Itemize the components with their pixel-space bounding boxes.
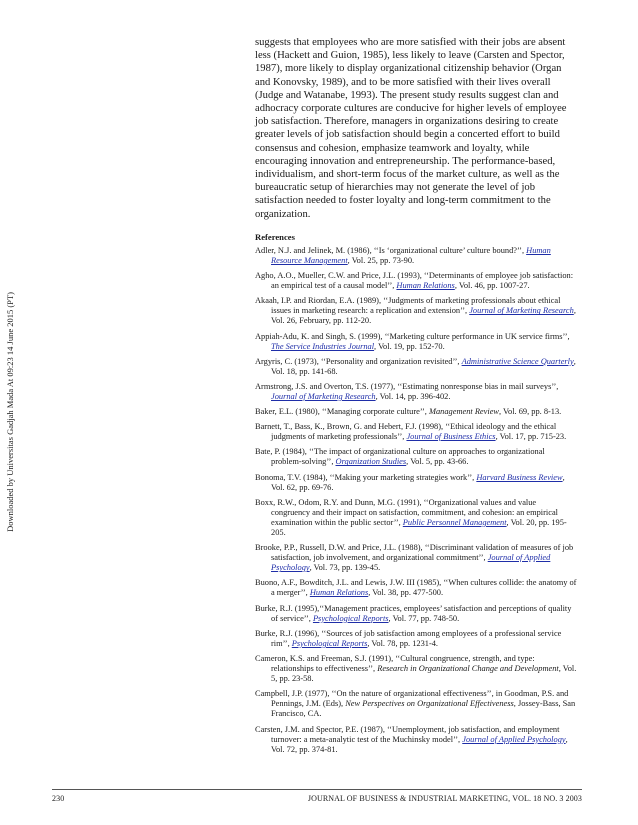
reference-text: Bate, P. (1984), ‘‘The impact of organizational culture on approaches to organizational problem-solving’’,: [255, 447, 545, 467]
reference-details: , Vol. 20, pp. 195-205.: [271, 517, 567, 537]
reference-details: , Vol. 25, pp. 73-90.: [347, 255, 415, 265]
reference-entry: [255, 654, 577, 684]
reference-entry: [255, 725, 577, 755]
reference-text: Carsten, J.M. and Spector, P.E. (1987), ‘‘Unemployment, job satisfaction, and employment turnover: a meta-analytic test of the Muchinsky model’’,: [255, 724, 560, 744]
reference-text: Campbell, J.P. (1977), ‘‘On the nature of organizational effectiveness’’, in Goodman, P.S. and Pennings, J.M. (Eds),: [255, 689, 569, 709]
reference-journal-link[interactable]: Journal of Business Ethics: [406, 432, 496, 442]
reference-source-title: New Perspectives on Organizational Effectiveness: [345, 699, 514, 709]
download-watermark: [2, 262, 18, 562]
reference-details: , Vol. 72, pp. 374-81.: [271, 734, 568, 754]
reference-text: Buono, A.F., Bowditch, J.L. and Lewis, J.W. III (1985), ‘‘When cultures collide: the anatomy of a merger’’,: [255, 578, 577, 598]
reference-details: , Vol. 38, pp. 477-500.: [368, 588, 444, 598]
reference-entry: [255, 473, 577, 493]
reference-text: Appiah-Adu, K. and Singh, S. (1999), ‘‘Marketing culture performance in UK service firms’’,: [255, 331, 570, 341]
reference-details: , Vol. 19, pp. 152-70.: [374, 341, 445, 351]
reference-details: , Vol. 73, pp. 139-45.: [309, 563, 381, 573]
reference-entry: [255, 332, 577, 352]
reference-details: , Vol. 78, pp. 1231-4.: [367, 638, 439, 648]
reference-entry: [255, 543, 577, 573]
reference-text: Boxx, R.W., Odom, R.Y. and Dunn, M.G. (1991), ‘‘Organizational values and value congruency and their impact on satisfaction, commitment, and cohesion: an empirical examination within the public sector’’,: [255, 497, 558, 527]
reference-journal-link[interactable]: Journal of Marketing Research: [271, 391, 376, 401]
reference-journal-link[interactable]: Harvard Business Review: [476, 472, 563, 482]
footer-rule: [52, 789, 582, 790]
reference-text: Burke, R.J. (1996), ‘‘Sources of job satisfaction among employees of a professional service rim’’,: [255, 628, 562, 648]
reference-details: , Vol. 5, pp. 43-66.: [406, 457, 469, 467]
journal-footer: JOURNAL OF BUSINESS & INDUSTRIAL MARKETING, VOL. 18 NO. 3 2003: [307, 794, 582, 803]
reference-details: , Jossey-Bass, San Francisco, CA.: [271, 699, 576, 719]
reference-journal-link[interactable]: Organization Studies: [335, 457, 407, 467]
reference-journal-link[interactable]: Journal of Applied Psychology: [462, 734, 566, 744]
reference-text: Armstrong, J.S. and Overton, T.S. (1977), ‘‘Estimating nonresponse bias in mail surveys’’,: [255, 381, 559, 391]
reference-journal-link[interactable]: Administrative Science Quarterly: [461, 356, 574, 366]
reference-text: Baker, E.L. (1980), ‘‘Managing corporate culture’’,: [255, 407, 429, 417]
reference-text: Agho, A.O., Mueller, C.W. and Price, J.L. (1993), ‘‘Determinants of employee job satisfaction: an empirical test of a causal model’’,: [255, 271, 574, 291]
reference-entry: [255, 422, 577, 442]
reference-journal-link[interactable]: Public Personnel Management: [402, 517, 507, 527]
reference-details: , Vol. 69, pp. 8-13.: [499, 407, 562, 417]
references-heading: References: [255, 231, 295, 242]
reference-entry: [255, 407, 577, 417]
reference-entry: [255, 629, 577, 649]
reference-entry: [255, 382, 577, 402]
reference-journal-link[interactable]: Journal of Applied Psychology: [271, 553, 551, 573]
reference-journal-link[interactable]: Journal of Marketing Research: [469, 306, 574, 316]
reference-text: Cameron, K.S. and Freeman, S.J. (1991), ‘‘Cultural congruence, strength, and type: relationships to effectiveness’’,: [255, 653, 535, 674]
reference-details: , Vol. 46, pp. 1007-27.: [454, 281, 530, 291]
reference-entry: [255, 578, 577, 598]
reference-text: Bonoma, T.V. (1984), ‘‘Making your marketing strategies work’’,: [255, 472, 477, 482]
reference-journal-link[interactable]: Human Relations: [396, 281, 455, 291]
reference-entry: [255, 447, 577, 467]
download-watermark-text: Downloaded by Universitas Gadjah Mada At 09:23 14 June 2015 (PT): [5, 292, 16, 532]
reference-text: Argyris, C. (1973), ‘‘Personality and organization revisited’’,: [255, 356, 462, 366]
reference-entry: [255, 604, 577, 624]
reference-text: Brooke, P.P., Russell, D.W. and Price, J.L. (1988), ‘‘Discriminant validation of measures of job satisfaction, job involvement, and organizational commitment’’,: [255, 543, 574, 563]
reference-entry: [255, 271, 577, 291]
reference-entry: [255, 498, 577, 538]
reference-entry: [255, 296, 577, 326]
reference-details: , Vol. 26, February, pp. 112-20.: [271, 306, 576, 326]
reference-details: , Vol. 77, pp. 748-50.: [388, 613, 460, 623]
reference-list: [255, 246, 577, 755]
reference-text: Adler, N.J. and Jelinek, M. (1986), ‘‘Is ‘organizational culture’ culture bound?’’,: [255, 245, 527, 255]
reference-text: Akaah, I.P. and Riordan, E.A. (1989), ‘‘Judgments of marketing professionals about ethical issues in marketing research: a replication and extension’’,: [255, 296, 561, 316]
reference-journal-link[interactable]: The Service Industries Journal: [271, 341, 375, 351]
reference-journal-link[interactable]: Human Relations: [309, 588, 369, 598]
reference-journal-link[interactable]: Human Resource Management: [271, 245, 551, 265]
reference-details: , Vol. 14, pp. 396-402.: [375, 391, 451, 401]
reference-details: , Vol. 17, pp. 715-23.: [495, 432, 567, 442]
reference-text: Barnett, T., Bass, K., Brown, G. and Hebert, F.J. (1998), ‘‘Ethical ideology and the ethical judgments of marketing professionals’’,: [255, 422, 557, 442]
reference-source-title: Research in Organizational Change and Development: [377, 664, 559, 674]
reference-entry: [255, 357, 577, 377]
reference-details: , Vol. 18, pp. 141-68.: [271, 356, 576, 376]
reference-journal-link[interactable]: Psychological Reports: [312, 613, 389, 623]
reference-journal-link[interactable]: Psychological Reports: [291, 638, 368, 648]
reference-source-title: Management Review: [429, 407, 499, 417]
main-column: [255, 36, 577, 760]
reference-details: , Vol. 62, pp. 69-76.: [271, 472, 565, 492]
reference-details: , Vol. 5, pp. 23-58.: [271, 664, 577, 684]
body-paragraph: suggests that employees who are more satisfied with their jobs are absent less (Hackett and Guion, 1985), less likely to leave (Carsten and Spector, 1987), more likely to display organizational citizenship behavior (Organ and Konovsky, 1989), and to be more satisfied with their lives overall (Judge and Watanabe, 1993). The present study results suggest clan and adhocracy corporate cultures are conducive for higher levels of employee job satisfaction. Therefore, managers in organizations desiring to create greater levels of job satisfaction should begin a concerted effort to build consensus and cohesion, emphasize teamwork and loyalty, while encouraging innovation and entrepreneurship. The performance-based, individualism, and short-term focus of the market culture, as well as the bureaucratic setup of hierarchies may not generate the level of job satisfaction needed to foster loyalty and long-term commitment to the organization.: [255, 37, 567, 220]
reference-entry: [255, 246, 577, 266]
reference-entry: [255, 689, 577, 719]
page-number: 230: [52, 794, 65, 803]
reference-text: Burke, R.J. (1995),‘‘Management practices, employees’ satisfaction and perceptions of quality of service’’,: [255, 603, 572, 623]
